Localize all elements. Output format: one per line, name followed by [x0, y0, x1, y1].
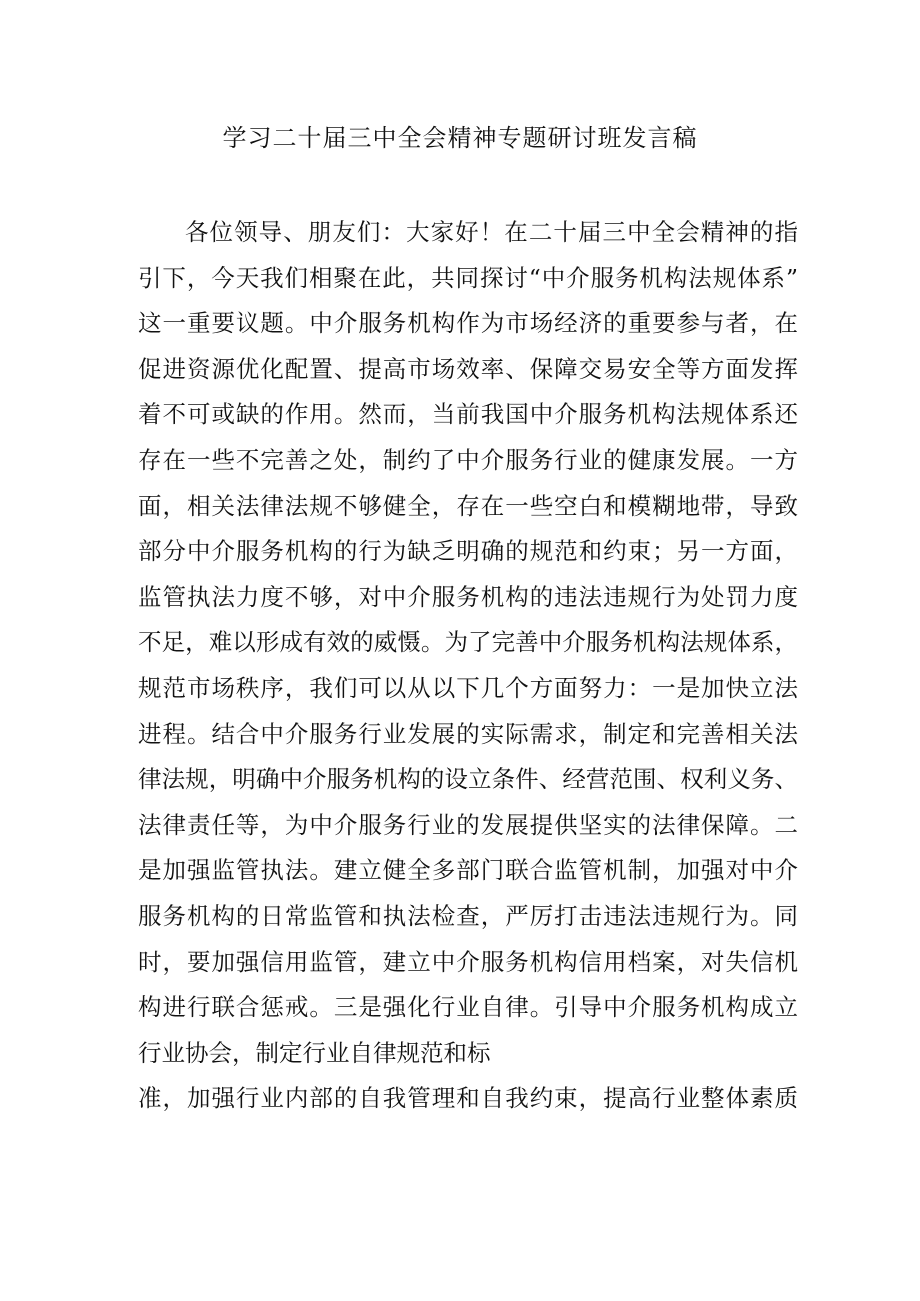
body-line: 准，加强行业内部的自我管理和自我约束，提高行业整体素质 — [138, 1084, 798, 1113]
body-line: 时，要加强信用监管，建立中介服务机构信用档案，对失信机 — [138, 947, 798, 976]
body-line: 监管执法力度不够，对中介服务机构的违法违规行为处罚力度 — [138, 582, 798, 611]
body-line: 构进行联合惩戒。三是强化行业自律。引导中介服务机构成立 — [138, 993, 798, 1022]
body-line: 部分中介服务机构的行为缺乏明确的规范和约束；另一方面， — [138, 537, 798, 566]
body-line: 面，相关法律法规不够健全，存在一些空白和模糊地带，导致 — [138, 491, 798, 520]
body-line: 不足，难以形成有效的威慑。为了完善中介服务机构法规体系， — [138, 628, 798, 657]
body-line: 进程。结合中介服务行业发展的实际需求，制定和完善相关法 — [138, 719, 798, 748]
document-body — [138, 210, 798, 1122]
document-title: 学习二十届三中全会精神专题研讨班发言稿 — [222, 124, 698, 152]
body-line: 存在一些不完善之处，制约了中介服务行业的健康发展。一方 — [138, 445, 798, 474]
body-line: 引下，今天我们相聚在此，共同探讨“中介服务机构法规体系” — [138, 263, 798, 292]
body-line: 这一重要议题。中介服务机构作为市场经济的重要参与者，在 — [138, 309, 798, 338]
body-line: 服务机构的日常监管和执法检查，严厉打击违法违规行为。同 — [138, 901, 798, 930]
body-line: 着不可或缺的作用。然而，当前我国中介服务机构法规体系还 — [138, 400, 798, 429]
body-line: 各位领导、朋友们：大家好！在二十届三中全会精神的指 — [185, 218, 798, 246]
body-line: 法律责任等，为中介服务行业的发展提供坚实的法律保障。二 — [138, 810, 798, 839]
body-line: 规范市场秩序，我们可以从以下几个方面努力：一是加快立法 — [138, 673, 798, 702]
body-line: 促进资源优化配置、提高市场效率、保障交易安全等方面发挥 — [138, 354, 798, 383]
body-line: 行业协会，制定行业自律规范和标 — [138, 1038, 491, 1067]
body-line: 律法规，明确中介服务机构的设立条件、经营范围、权利义务、 — [138, 765, 798, 794]
body-line: 是加强监管执法。建立健全多部门联合监管机制，加强对中介 — [138, 856, 798, 885]
